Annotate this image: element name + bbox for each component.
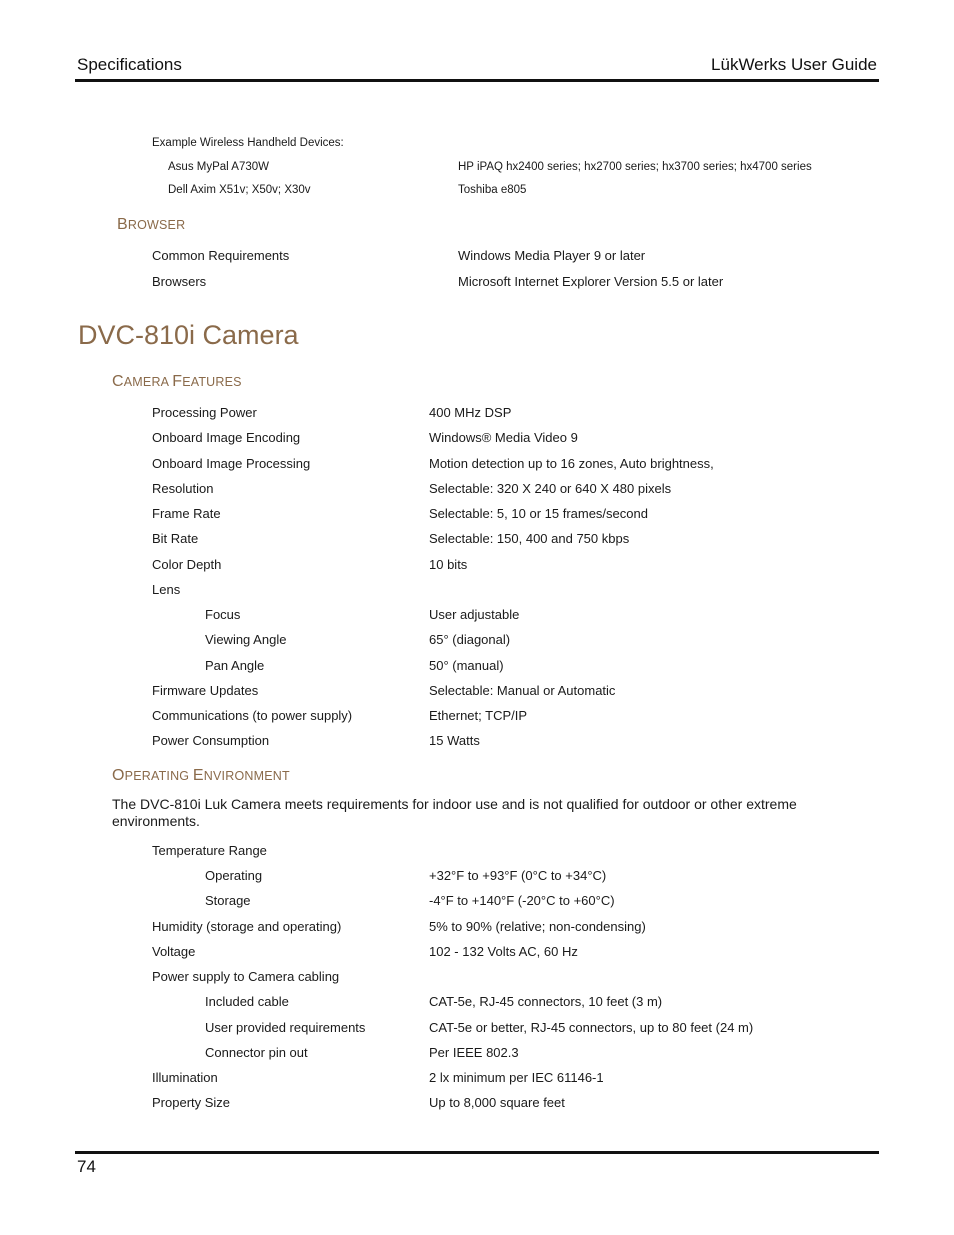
spec-value: 102 - 132 Volts AC, 60 Hz — [429, 944, 578, 959]
spec-value: CAT-5e, RJ-45 connectors, 10 feet (3 m) — [429, 994, 663, 1009]
spec-sublabel: Viewing Angle — [205, 632, 287, 647]
page-title: DVC-810i Camera — [78, 320, 299, 350]
spec-label: Humidity (storage and operating) — [152, 919, 342, 934]
header-section-title: Specifications — [77, 55, 182, 74]
spec-value: +32°F to +93°F (0°C to +34°C) — [429, 868, 607, 883]
spec-label: Power Consumption — [152, 733, 270, 748]
spec-value: Ethernet; TCP/IP — [429, 708, 528, 723]
spec-label: Onboard Image Processing — [152, 456, 311, 471]
spec-label: Voltage — [152, 944, 196, 959]
spec-value: CAT-5e or better, RJ-45 connectors, up to 80 feet (24 m) — [429, 1020, 754, 1035]
spec-value: -4°F to +140°F (-20°C to +60°C) — [429, 893, 615, 908]
spec-label: Firmware Updates — [152, 683, 259, 698]
operating-environment-heading: OPERATING ENVIRONMENT — [112, 767, 290, 784]
header-guide-title: LükWerks User Guide — [711, 55, 877, 74]
spec-value: 65° (diagonal) — [429, 632, 511, 647]
spec-value: 5% to 90% (relative; non-condensing) — [429, 919, 646, 934]
spec-sublabel: User provided requirements — [205, 1020, 366, 1035]
footer-rule — [75, 1151, 879, 1154]
spec-label: Onboard Image Encoding — [152, 430, 301, 445]
page-number: 74 — [77, 1157, 96, 1176]
spec-label: Browsers — [152, 274, 207, 289]
spec-label: Color Depth — [152, 557, 222, 572]
spec-value: Selectable: 5, 10 or 15 frames/second — [429, 506, 648, 521]
camera-features-heading: CAMERA FEATURES — [112, 373, 242, 390]
spec-label: Illumination — [152, 1070, 218, 1085]
handheld-right-item: Toshiba e805 — [458, 184, 527, 196]
spec-sublabel: Connector pin out — [205, 1045, 308, 1060]
spec-label: Lens — [152, 582, 181, 597]
spec-value: Windows Media Player 9 or later — [458, 248, 646, 263]
handheld-left-item: Asus MyPal A730W — [168, 161, 269, 173]
spec-value: Per IEEE 802.3 — [429, 1045, 519, 1060]
spec-label: Resolution — [152, 481, 214, 496]
browser-heading: BROWSER — [117, 216, 186, 233]
spec-value: Motion detection up to 16 zones, Auto brightness, — [429, 456, 714, 471]
spec-sublabel: Included cable — [205, 994, 289, 1009]
handheld-right-item: HP iPAQ hx2400 series; hx2700 series; hx3700 series; hx4700 series — [458, 161, 812, 173]
spec-value: 2 lx minimum per IEC 61146-1 — [429, 1070, 604, 1085]
spec-label: Common Requirements — [152, 248, 290, 263]
spec-sublabel: Operating — [205, 868, 263, 883]
handheld-left-item: Dell Axim X51v; X50v; X30v — [168, 184, 311, 196]
spec-label: Processing Power — [152, 405, 257, 420]
spec-sublabel: Focus — [205, 607, 241, 622]
spec-label: Temperature Range — [152, 843, 267, 858]
spec-label: Property Size — [152, 1095, 231, 1110]
spec-label: Bit Rate — [152, 531, 199, 546]
spec-sublabel: Pan Angle — [205, 658, 265, 673]
spec-label: Communications (to power supply) — [152, 708, 353, 723]
spec-value: Selectable: 150, 400 and 750 kbps — [429, 531, 630, 546]
header-rule — [75, 79, 879, 82]
environment-paragraph: The DVC-810i Luk Camera meets requirements for indoor use and is not qualified for outdoor or other extreme environments. — [112, 796, 797, 829]
spec-value: Selectable: Manual or Automatic — [429, 683, 616, 698]
spec-value: User adjustable — [429, 607, 520, 622]
spec-value: Up to 8,000 square feet — [429, 1095, 565, 1110]
spec-label: Power supply to Camera cabling — [152, 969, 340, 984]
spec-value: 50° (manual) — [429, 658, 504, 673]
spec-value: 15 Watts — [429, 733, 480, 748]
handheld-title: Example Wireless Handheld Devices: — [152, 137, 344, 149]
spec-value: 400 MHz DSP — [429, 405, 512, 420]
spec-value: Windows® Media Video 9 — [429, 430, 578, 445]
spec-sublabel: Storage — [205, 893, 251, 908]
spec-label: Frame Rate — [152, 506, 221, 521]
spec-value: Microsoft Internet Explorer Version 5.5 or later — [458, 274, 724, 289]
spec-value: 10 bits — [429, 557, 468, 572]
spec-value: Selectable: 320 X 240 or 640 X 480 pixels — [429, 481, 672, 496]
